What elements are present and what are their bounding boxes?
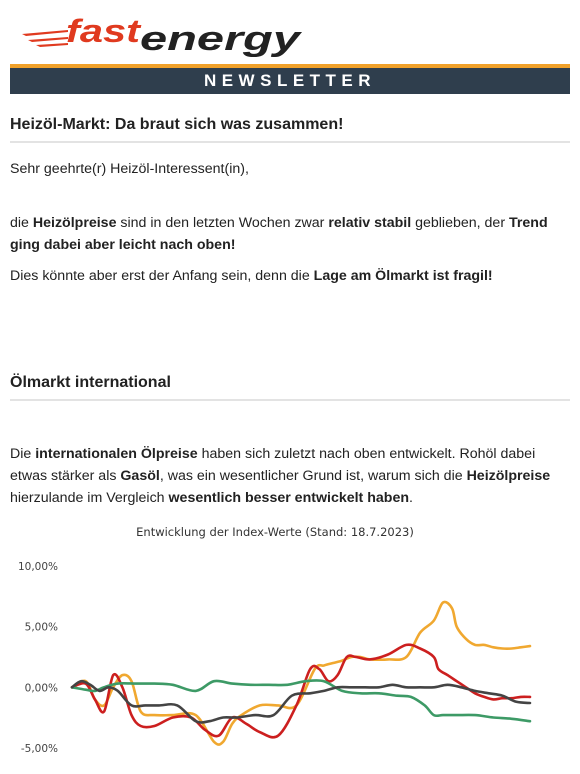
speed-stroke-3 — [36, 43, 68, 47]
logo-graphic — [22, 12, 312, 58]
text-run-2: haben sich zuletzt nach oben entwickelt. Rohöl dabei etwas stärker als — [10, 446, 536, 484]
text-run-8: . — [409, 490, 413, 506]
index-chart — [0, 518, 580, 774]
index-chart-svg — [0, 518, 580, 774]
fastenergy-logo[interactable] — [22, 12, 312, 58]
bold-run-7: wesentlich besser entwickelt haben — [168, 490, 410, 506]
y-tick-label: 5,00% — [24, 621, 58, 634]
bold-run-5: Heizölpreise — [466, 468, 551, 484]
logo-word-energy: energy — [140, 20, 303, 58]
text-run-4: geblieben, der — [411, 215, 509, 231]
bold-run-1: Lage am Ölmarkt ist fragil! — [313, 268, 493, 284]
speed-stroke-1 — [22, 30, 68, 36]
logo-word-fast: fast — [66, 13, 142, 49]
greeting-text: Sehr geehrte(r) Heizöl-Interessent(in), — [10, 161, 249, 177]
y-tick-label: 10,00% — [17, 561, 58, 574]
y-tick-label: -5,00% — [20, 742, 58, 755]
text-run-2: sind in den letzten Wochen zwar — [116, 215, 329, 231]
bold-run-3: relativ stabil — [328, 215, 412, 231]
text-run-0: die — [10, 215, 33, 231]
y-tick-label: 0,00% — [24, 682, 58, 695]
speed-stroke-2 — [28, 37, 68, 42]
bold-run-5: Trend ging dabei aber leicht nach oben! — [10, 215, 548, 253]
text-run-4: , was ein wesentlicher Grund ist, warum sich die — [159, 468, 467, 484]
oelmarkt-paragraph — [10, 443, 570, 509]
bold-run-3: Gasöl — [120, 468, 160, 484]
bold-run-1: Heizölpreise — [32, 215, 117, 231]
text-run-6: hierzulande im Vergleich — [10, 490, 169, 506]
series-line-0 — [72, 602, 530, 745]
fragile-market-paragraph — [10, 265, 570, 287]
section-heading-heizoel-markt: Heizöl-Markt: Da braut sich was zusammen! — [10, 116, 570, 143]
chart-title: Entwicklung der Index-Werte (Stand: 18.7.2023) — [136, 525, 414, 539]
bold-run-1: internationalen Ölpreise — [35, 446, 198, 462]
intro-paragraph — [10, 212, 570, 256]
series-line-1 — [72, 645, 530, 738]
text-run-0: Dies könnte aber erst der Anfang sein, denn die — [10, 268, 314, 284]
section-heading-oelmarkt: Ölmarkt international — [10, 374, 570, 401]
newsletter-banner: NEWSLETTER — [10, 68, 570, 94]
text-run-0: Die — [10, 446, 36, 462]
